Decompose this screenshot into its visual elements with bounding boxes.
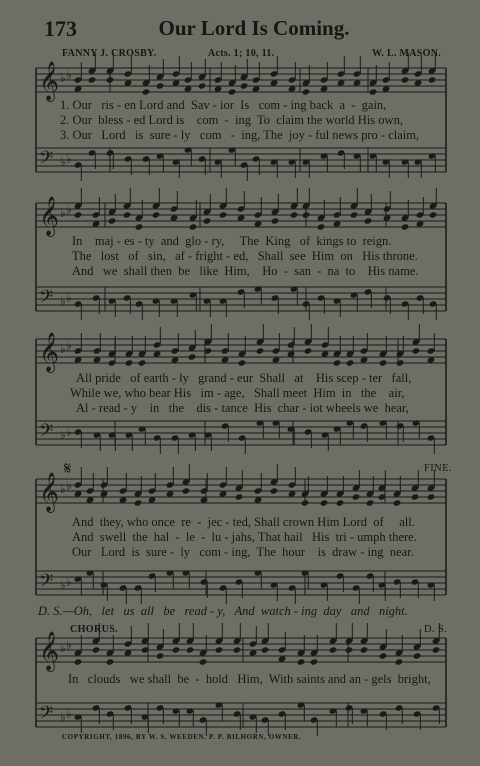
note-head (106, 658, 115, 665)
ds-line: D. S.—Oh, let us all be read - y, And watch - ing day and night. (38, 604, 408, 618)
note-head (329, 646, 338, 653)
note-head (256, 347, 265, 354)
note-head (401, 76, 410, 83)
note-head (364, 217, 373, 224)
note-head (301, 499, 310, 506)
flat-icon: ♭ (66, 203, 72, 217)
note-head (199, 658, 208, 665)
note-head (188, 353, 197, 360)
note-head (228, 88, 237, 95)
verse-3-line-1: 3. Our Lord is sure - ly com - ing, The joy - ful news pro - claim, (60, 128, 420, 142)
note-head (401, 223, 410, 230)
note-head (369, 88, 378, 95)
flat-icon: ♭ (60, 342, 66, 356)
flat-icon: ♭ (66, 339, 72, 353)
note-head (125, 359, 134, 366)
flat-icon: ♭ (60, 578, 66, 592)
note-head (261, 646, 270, 653)
verse-2-line-3: While we, who bear His im - age, Shall meet Him in the air, (70, 386, 405, 400)
flat-icon: ♭ (66, 638, 72, 652)
note-head (302, 211, 311, 218)
note-head (172, 646, 181, 653)
flat-icon: ♭ (66, 479, 72, 493)
flat-icon: ♭ (60, 428, 66, 442)
note-head (360, 646, 369, 653)
chorus-label: CHORUS. (70, 624, 119, 635)
flat-icon: ♭ (66, 291, 72, 305)
note-head (393, 499, 402, 506)
bass-clef-icon: 𝄢 (39, 703, 54, 728)
note-head (333, 359, 342, 366)
note-head (235, 493, 244, 500)
note-head (203, 217, 212, 224)
note-head (412, 347, 421, 354)
note-head (317, 223, 326, 230)
note-head (156, 652, 165, 659)
hymn-author: FANNY J. CROSBY. (62, 48, 157, 59)
note-head (379, 652, 388, 659)
note-head (198, 82, 207, 89)
note-head (215, 646, 224, 653)
note-head (304, 347, 313, 354)
scripture-reference: Acts. 1; 10, 11. (208, 48, 275, 59)
note-head (290, 211, 299, 218)
note-head (123, 211, 132, 218)
flat-icon: ♭ (60, 71, 66, 85)
note-head (106, 76, 115, 83)
chorus-line-1: In clouds we shall be - hold Him, With saints and an - gels bright, (68, 672, 431, 686)
bass-clef-icon: 𝄢 (39, 421, 54, 446)
note-head (74, 211, 83, 218)
note-head (336, 499, 345, 506)
note-head (240, 82, 249, 89)
note-head (428, 76, 437, 83)
treble-clef-icon: 𝄞 (39, 196, 60, 236)
flat-icon: ♭ (66, 68, 72, 82)
note-head (413, 652, 422, 659)
flat-icon: ♭ (60, 206, 66, 220)
note-head (74, 658, 83, 665)
note-head (88, 76, 97, 83)
verse-2-line-2: The lost of sin, af - fright - ed, Shall see Him on His throne. (72, 249, 418, 263)
flat-icon: ♭ (60, 155, 66, 169)
note-head (427, 493, 436, 500)
note-head (395, 658, 404, 665)
note-head (182, 487, 191, 494)
note-head (352, 493, 361, 500)
bass-clef-icon: 𝄢 (39, 148, 54, 173)
hymn-number: 173 (44, 16, 77, 41)
note-head (297, 658, 306, 665)
hymn-title: Our Lord Is Coming. (158, 16, 350, 40)
verse-1-line-4: And they, who once re - jec - ted, Shall crown Him Lord of all. (72, 515, 415, 529)
treble-clef-icon: 𝄞 (39, 631, 60, 671)
note-head (310, 658, 319, 665)
note-head (219, 211, 228, 218)
treble-clef-icon: 𝄞 (39, 61, 60, 101)
flat-icon: ♭ (60, 482, 66, 496)
verse-2-line-4: And swell the hal - le - lu - jahs, That hail His tri - umph there. (72, 530, 417, 544)
flat-icon: ♭ (60, 294, 66, 308)
note-head (379, 359, 388, 366)
note-head (134, 499, 143, 506)
note-head (320, 499, 329, 506)
note-head (156, 82, 165, 89)
ds-mark: D. S. (424, 624, 448, 635)
verse-1-line-1: 1. Our ris - en Lord and Sav - ior Is com - ing back a - gain, (60, 98, 387, 112)
note-head (271, 217, 280, 224)
treble-clef-icon: 𝄞 (39, 472, 60, 512)
note-head (366, 499, 375, 506)
note-head (302, 88, 311, 95)
flat-icon: ♭ (60, 710, 66, 724)
flat-icon: ♭ (66, 707, 72, 721)
flat-icon: ♭ (66, 152, 72, 166)
note-head (138, 359, 147, 366)
note-head (189, 223, 198, 230)
flat-icon: ♭ (66, 575, 72, 589)
note-head (152, 211, 161, 218)
verse-3-line-2: And we shall then be like Him, Ho - san - na to His name. (72, 264, 419, 278)
note-head (350, 211, 359, 218)
note-head (186, 646, 195, 653)
note-head (411, 493, 420, 500)
hymn-composer: W. L. MASON. (372, 48, 442, 59)
flat-icon: ♭ (66, 425, 72, 439)
note-head (233, 646, 242, 653)
note-head (346, 359, 355, 366)
verse-2-line-1: 2. Our bless - ed Lord is com - ing To claim the world His own, (60, 113, 403, 127)
verse-1-line-2: In maj - es - ty and glo - ry, The King of kings to reign. (72, 234, 392, 248)
bass-clef-icon: 𝄢 (39, 287, 54, 312)
note-head (270, 487, 279, 494)
note-head (396, 359, 405, 366)
note-head (142, 88, 151, 95)
verse-1-line-3: All pride of earth - ly grand - eur Shall at His scep - ter fall, (76, 371, 412, 385)
segno-sign: 𝄋 (64, 459, 72, 478)
note-head (238, 359, 247, 366)
note-head (108, 217, 117, 224)
verse-3-line-4: Our Lord is sure - ly com - ing, The hour is draw - ing near. (72, 545, 414, 559)
note-head (432, 646, 441, 653)
flat-icon: ♭ (60, 641, 66, 655)
note-head (135, 223, 144, 230)
note-head (345, 646, 354, 653)
fine-mark: FINE. (424, 463, 452, 474)
verse-3-line-3: Al - read - y in the dis - tance His char - iot wheels we hear, (76, 401, 409, 415)
note-head (429, 211, 438, 218)
bass-clef-icon: 𝄢 (39, 571, 54, 596)
copyright-notice: COPYRIGHT, 1896, BY W. S. WEEDEN. P. P. BILHORN, OWNER. (62, 733, 302, 741)
treble-clef-icon: 𝄞 (39, 332, 60, 372)
note-head (92, 646, 101, 653)
